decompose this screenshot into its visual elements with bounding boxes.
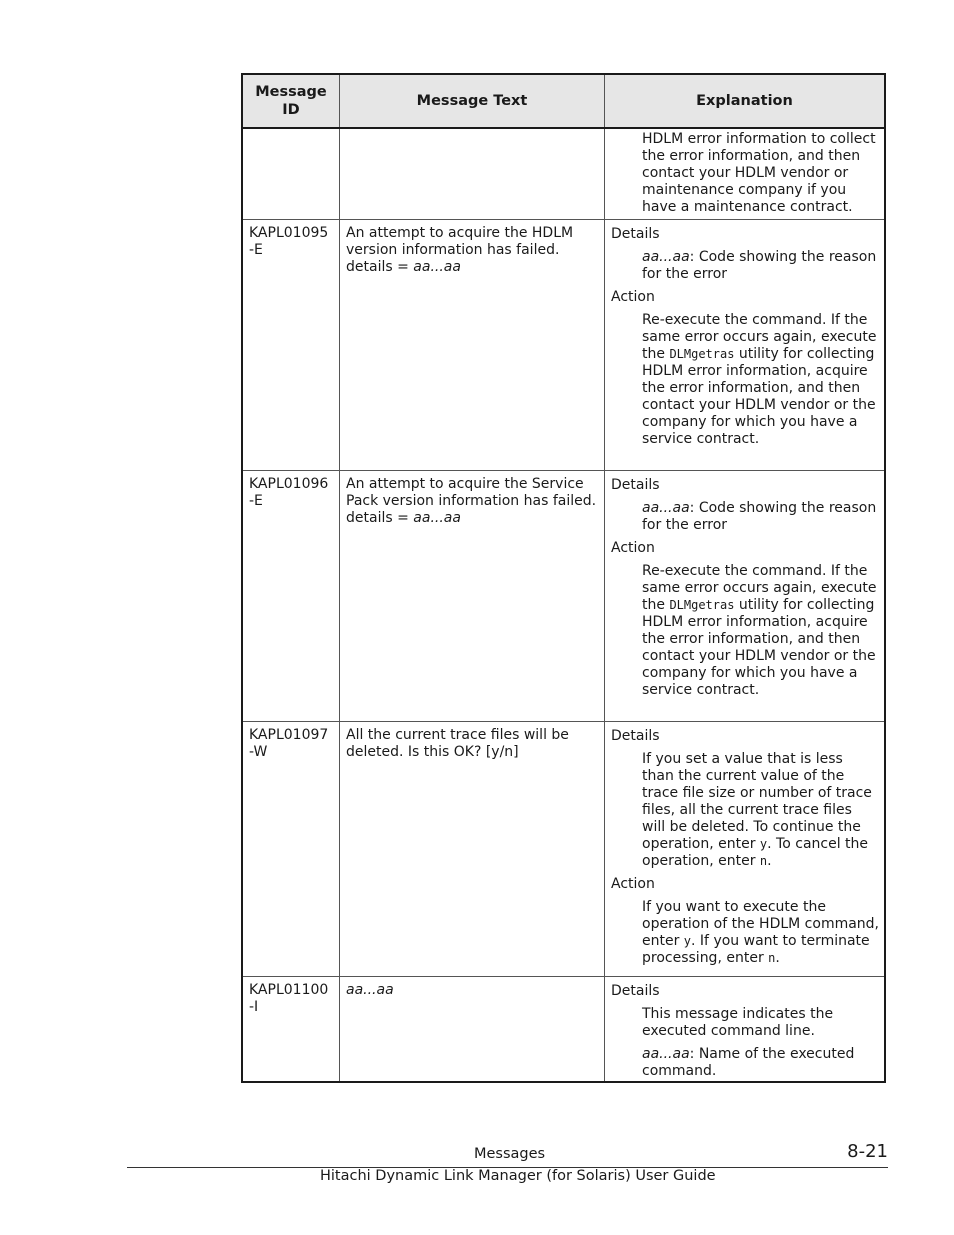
action-label: Action bbox=[611, 289, 655, 305]
message-table bbox=[241, 73, 886, 1083]
explanation bbox=[605, 471, 884, 721]
details-label: Details bbox=[611, 983, 660, 999]
action-label: Action bbox=[611, 876, 655, 892]
details-text: This message indicates the executed command line. bbox=[642, 1006, 834, 1039]
header-message-text: Message Text bbox=[340, 75, 605, 127]
action-text: Re-execute the command. If the same error occurs again, execute the DLMgetras utility for collecting HDLM error information, acquire the error information, and then contact your HDLM vendor or the company for which you have a service contract. bbox=[642, 563, 877, 698]
table-row-continuation bbox=[243, 129, 884, 220]
table-row bbox=[243, 722, 884, 977]
action-text: Re-execute the command. If the same error occurs again, execute the DLMgetras utility for collecting HDLM error information, acquire the error information, and then contact your HDLM vendor or the company for which you have a service contract. bbox=[642, 312, 877, 447]
explanation bbox=[605, 722, 884, 976]
table-row bbox=[243, 471, 884, 722]
message-id: KAPL01095 -E bbox=[243, 220, 340, 470]
details-label: Details bbox=[611, 226, 660, 242]
details-text: If you set a value that is less than the current value of the trace file size or number of trace files, all the current trace files will be deleted. To continue the operation, enter y. To cancel the operation, enter n. bbox=[642, 751, 872, 869]
message-text: An attempt to acquire the HDLM version information has failed. details = aa...aa bbox=[340, 220, 605, 470]
table-header-row bbox=[243, 75, 884, 129]
header-explanation: Explanation bbox=[696, 93, 793, 109]
details-label: Details bbox=[611, 477, 660, 493]
details-label: Details bbox=[611, 728, 660, 744]
table-row bbox=[243, 220, 884, 471]
message-id: KAPL01097 -W bbox=[243, 722, 340, 976]
explanation bbox=[605, 977, 884, 1081]
message-text: aa...aa bbox=[340, 977, 605, 1081]
continued-explanation: HDLM error information to collect the error information, and then contact your HDLM vendor or maintenance company if you have a maintenance contract. bbox=[642, 131, 876, 215]
message-id: KAPL01096 -E bbox=[243, 471, 340, 721]
details-var-text: aa...aa: Name of the executed command. bbox=[642, 1046, 855, 1079]
message-text: An attempt to acquire the Service Pack version information has failed. details = aa...aa bbox=[340, 471, 605, 721]
header-message-id: Message ID bbox=[243, 75, 340, 127]
footer-section-title: Messages bbox=[474, 1146, 546, 1162]
footer-guide-title: Hitachi Dynamic Link Manager (for Solaris) User Guide bbox=[320, 1168, 716, 1184]
action-text: If you want to execute the operation of the HDLM command, enter y. If you want to terminate processing, enter n. bbox=[642, 899, 880, 966]
details-text: aa...aa: Code showing the reason for the error bbox=[642, 500, 877, 533]
explanation bbox=[605, 220, 884, 470]
page-number: 8-21 bbox=[847, 1141, 888, 1162]
action-label: Action bbox=[611, 540, 655, 556]
details-text: aa...aa: Code showing the reason for the error bbox=[642, 249, 877, 282]
table-row bbox=[243, 977, 884, 1081]
message-text: All the current trace files will be deleted. Is this OK? [y/n] bbox=[340, 722, 605, 976]
message-id: KAPL01100 -I bbox=[243, 977, 340, 1081]
